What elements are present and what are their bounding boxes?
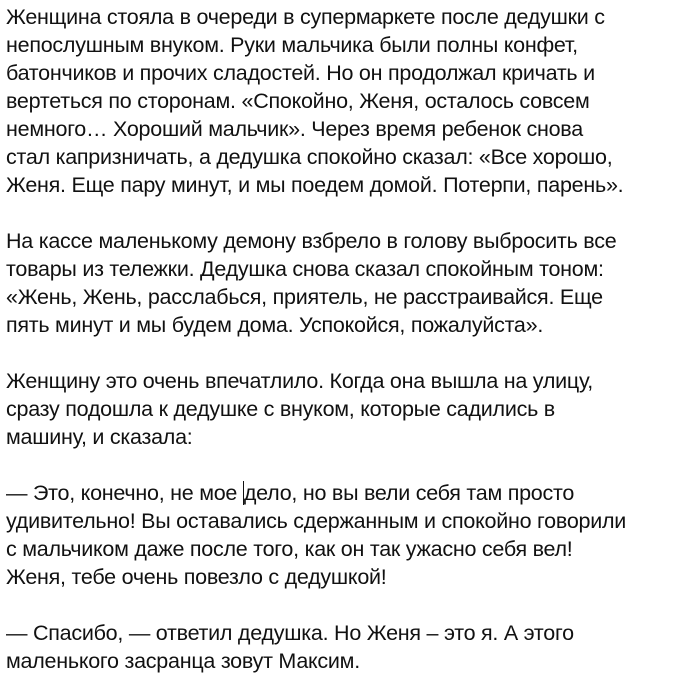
text-line: — Спасибо, — ответил дедушка. Но Женя – это я. А этого <box>6 621 574 645</box>
text-line: непослушным внуком. Руки мальчика были полны конфет, <box>6 33 578 57</box>
text-line: с мальчиком даже после того, как он так ужасно себя вел! <box>6 537 573 561</box>
text-line: вертеться по сторонам. «Спокойно, Женя, осталось совсем <box>6 89 590 113</box>
text-segment: — Это, конечно, не мое <box>6 481 243 505</box>
text-line: На кассе маленькому демону взбрело в голову выбросить все <box>6 229 617 253</box>
text-line: батончиков и прочих сладостей. Но он продолжал кричать и <box>6 61 595 85</box>
paragraph-5 <box>6 619 675 675</box>
text-line: Женя, тебе очень повезло с дедушкой! <box>6 565 387 589</box>
paragraph-4 <box>6 479 675 591</box>
text-line <box>6 479 675 507</box>
text-line: товары из тележки. Дедушка снова сказал спокойным тоном: <box>6 257 604 281</box>
paragraph-1 <box>6 3 675 199</box>
text-line: «Жень, Жень, расслабься, приятель, не расстраивайся. Еще <box>6 285 603 309</box>
text-line: Женщину это очень впечатлило. Когда она вышла на улицу, <box>6 369 594 393</box>
paragraph-2 <box>6 227 675 339</box>
text-line: удивительно! Вы оставались сдержанным и спокойно говорили <box>6 509 627 533</box>
story-text <box>6 3 675 675</box>
text-segment: дело, но вы вели себя там просто <box>243 481 575 505</box>
paragraph-3 <box>6 367 675 451</box>
paragraph-gap <box>6 591 675 619</box>
paragraph-gap <box>6 199 675 227</box>
paragraph-gap <box>6 451 675 479</box>
text-line: сразу подошла к дедушке с внуком, которые садились в <box>6 397 555 421</box>
text-line: Женщина стояла в очереди в супермаркете после дедушки с <box>6 5 605 29</box>
paragraph-gap <box>6 339 675 367</box>
text-line: стал капризничать, а дедушка спокойно сказал: «Все хорошо, <box>6 145 613 169</box>
text-line: маленького засранца зовут Максим. <box>6 649 360 673</box>
text-line: Женя. Еще пару минут, и мы поедем домой. Потерпи, парень». <box>6 173 624 197</box>
text-line: пять минут и мы будем дома. Успокойся, пожалуйста». <box>6 313 544 337</box>
text-line: машину, и сказала: <box>6 425 193 449</box>
text-line: немного… Хороший мальчик». Через время ребенок снова <box>6 117 583 141</box>
